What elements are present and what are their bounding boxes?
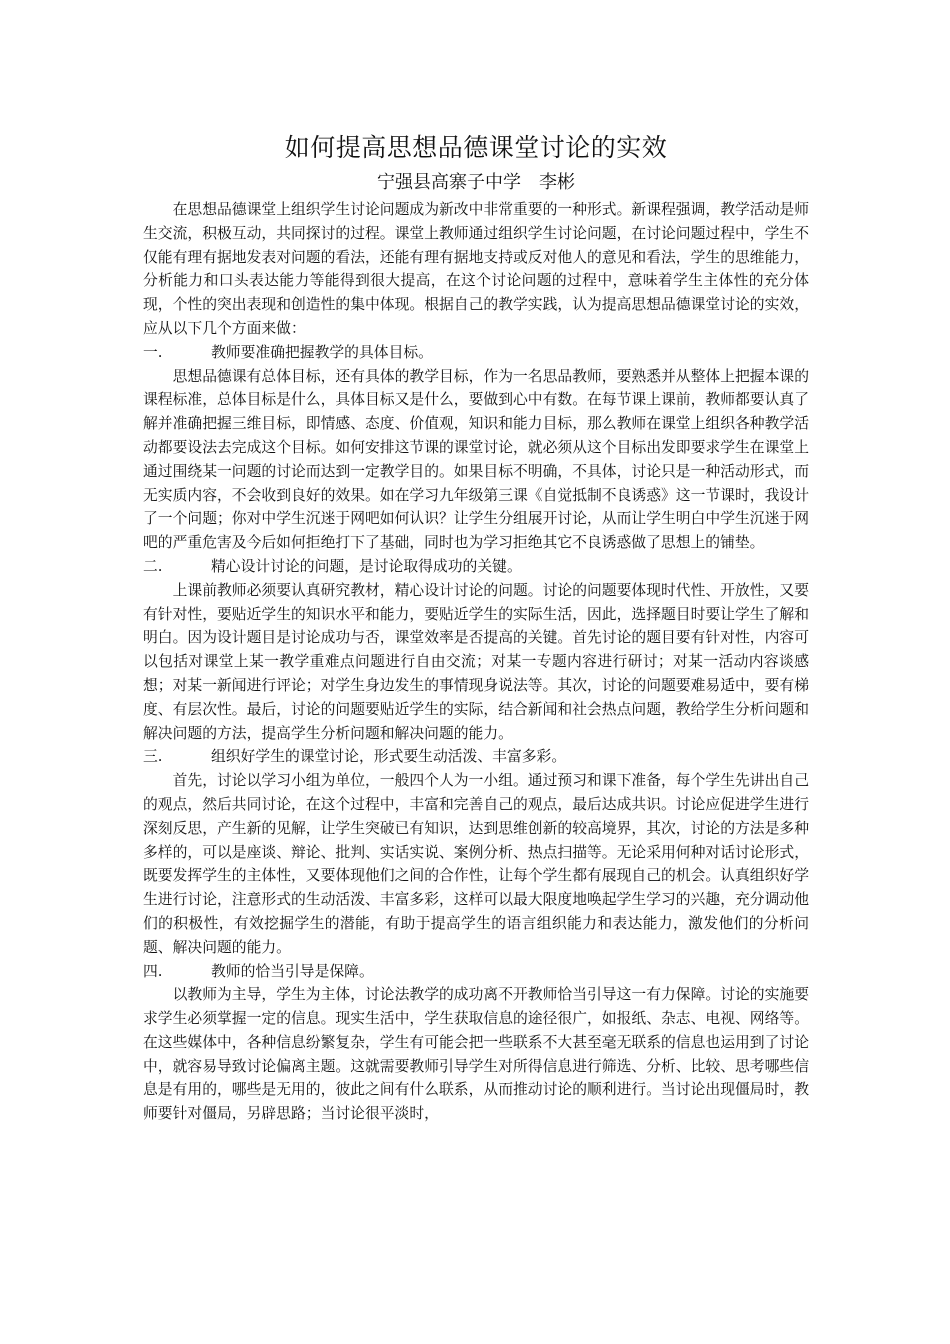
section-number: 三. (143, 748, 163, 766)
section-heading-4 (143, 960, 809, 984)
document-author: 宁强县高寨子中学 李彬 (377, 172, 575, 193)
section-body-1: 思想品德课有总体目标，还有具体的教学目标，作为一名思品教师，要熟悉并从整体上把握本课的课程标准，总体目标是什么，具体目标又是什么，要做到心中有数。在每节课上课前，教师都要认真了解并准确把握三维目标，即情感、态度、价值观，知识和能力目标，那么教师在课堂上组织各种教学活动都要设法去完成这个目标。如何安排这节课的课堂讨论，就必须从这个目标出发即要求学生在课堂上通过围绕某一问题的讨论而达到一定教学目的。如果目标不明确，不具体，讨论只是一种活动形式，而无实质内容，不会收到良好的效果。如在学习九年级第三课《自觉抵制不良诱惑》这一节课时，我设计了一个问题；你对中学生沉迷于网吧如何认识？让学生分组展开讨论，从而让学生明白中学生沉迷于网吧的严重危害及今后如何拒绝打下了基础，同时也为学习拒绝其它不良诱惑做了思想上的铺垫。 (143, 367, 809, 552)
section-heading-text: 教师要准确把握教学的具体目标。 (211, 343, 433, 361)
document-title: 如何提高思想品德课堂讨论的实效 (284, 133, 668, 162)
section-heading-text: 教师的恰当引导是保障。 (211, 962, 374, 980)
section-heading-text: 组织好学生的课堂讨论，形式要生动活泼、丰富多彩。 (211, 748, 567, 766)
section-number: 四. (143, 962, 163, 980)
section-number: 一. (143, 343, 163, 361)
section-number: 二. (143, 557, 163, 575)
section-body-3: 首先，讨论以学习小组为单位，一般四个人为一小组。通过预习和课下准备，每个学生先讲出自己的观点，然后共同讨论，在这个过程中，丰富和完善自己的观点，最后达成共识。讨论应促进学生进行深刻反思，产生新的见解，让学生突破已有知识，达到思维创新的较高境界，其次，讨论的方法是多种多样的，可以是座谈、辩论、批判、实话实说、案例分析、热点扫描等。无论采用何种对话讨论形式，既要发挥学生的主体性，又要体现他们之间的合作性，让每个学生都有展现自己的机会。认真组织好学生进行讨论，注意形式的生动活泼、丰富多彩，这样可以最大限度地唤起学生学习的兴趣，充分调动他们的积极性，有效挖掘学生的潜能，有助于提高学生的语言组织能力和表达能力，激发他们的分析问题、解决问题的能力。 (143, 772, 809, 956)
section-heading-1 (143, 341, 809, 365)
section-heading-2 (143, 555, 809, 579)
section-body-2: 上课前教师必须要认真研究教材，精心设计讨论的问题。讨论的问题要体现时代性、开放性，又要有针对性，要贴近学生的知识水平和能力，要贴近学生的实际生活，因此，选择题目时要让学生了解和明白。因为设计题目是讨论成功与否，课堂效率是否提高的关键。首先讨论的题目要有针对性，内容可以包括对课堂上某一教学重难点问题进行自由交流；对某一专题内容进行研讨；对某一活动内容谈感想；对某一新闻进行评论；对学生身边发生的事情现身说法等。其次，讨论的问题要难易适中，要有梯度、有层次性。最后，讨论的问题要贴近学生的实际，结合新闻和社会热点问题，教给学生分析问题和解决问题的方法，提高学生分析问题和解决问题的能力。 (143, 581, 809, 742)
section-heading-3 (143, 745, 809, 769)
section-heading-text: 精心设计讨论的问题，是讨论取得成功的关键。 (211, 557, 522, 575)
document-page (143, 128, 809, 1126)
intro-paragraph: 在思想品德课堂上组织学生讨论问题成为新改中非常重要的一种形式。新课程强调，教学活动是师生交流，积极互动，共同探讨的过程。课堂上教师通过组织学生讨论问题，在讨论问题过程中，学生不仅能有理有据地发表对问题的看法，还能有理有据地支持或反对他人的意见和看法，学生的思维能力，分析能力和口头表达能力等能得到很大提高，在这个讨论问题的过程中，意味着学生主体性的充分体现，个性的突出表现和创造性的集中体现。根据自己的教学实践，认为提高思想品德课堂讨论的实效，应从以下几个方面来做： (143, 201, 809, 337)
section-body-4: 以教师为主导，学生为主体，讨论法教学的成功离不开教师恰当引导这一有力保障。讨论的实施要求学生必须掌握一定的信息。现实生活中，学生获取信息的途径很广，如报纸、杂志、电视、网络等。在这些媒体中，各种信息纷繁复杂，学生有可能会把一些联系不大甚至毫无联系的信息也运用到了讨论中，就容易导致讨论偏离主题。这就需要教师引导学生对所得信息进行筛选、分析、比较、思考哪些信息是有用的，哪些是无用的，彼此之间有什么联系，从而推动讨论的顺利进行。当讨论出现僵局时，教师要针对僵局，另辟思路；当讨论很平淡时， (143, 986, 809, 1123)
